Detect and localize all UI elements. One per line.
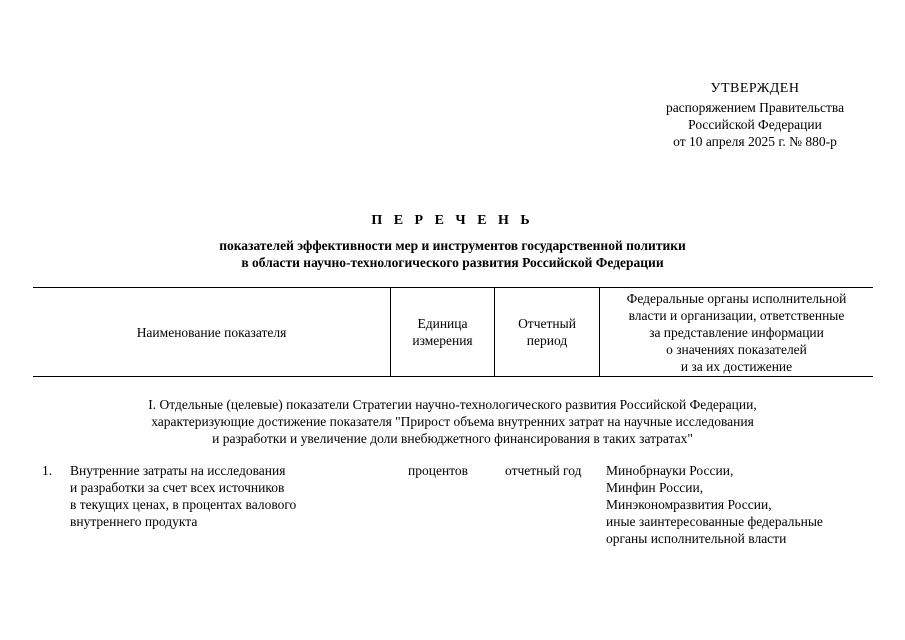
row-responsible-line: органы исполнительной власти: [606, 531, 787, 546]
header-responsible-line: и за их достижение: [680, 358, 793, 374]
header-unit: [390, 288, 494, 376]
row-responsible-line: иные заинтересованные федеральные: [606, 514, 823, 529]
document-subtitle: [0, 237, 905, 271]
approval-title: УТВЕРЖДЕН: [710, 81, 800, 96]
row-indicator-name: [70, 462, 380, 530]
row-responsible-line: Минфин России,: [606, 480, 704, 495]
header-unit-line: Единица: [417, 316, 468, 331]
row-responsible-line: Минэкономразвития России,: [606, 497, 772, 512]
approval-block: [600, 80, 905, 150]
subtitle-line: в области научно-технологического развития Российской Федерации: [241, 255, 664, 270]
header-period-line: Отчетный: [518, 316, 576, 331]
approval-line: распоряжением Правительства: [665, 100, 845, 115]
header-responsible-line: о значениях показателей: [666, 341, 807, 357]
approval-line: Российской Федерации: [688, 117, 822, 132]
row-name-line: и разработки за счет всех источников: [70, 480, 285, 495]
row-unit: процентов: [408, 463, 469, 478]
approval-line: от 10 апреля 2025 г. № 880-р: [673, 134, 837, 149]
section-heading-line: характеризующие достижение показателя "Прирост объема внутренних затрат на научные исследования: [151, 414, 754, 429]
header-period: [494, 288, 599, 376]
section-heading: [0, 396, 905, 447]
subtitle-line: показателей эффективности мер и инструментов государственной политики: [219, 238, 686, 253]
header-responsible-line: Федеральные органы исполнительной: [626, 290, 847, 306]
header-responsible-line: за представление информации: [649, 324, 824, 340]
row-responsible-line: Минобрнауки России,: [606, 463, 734, 478]
row-name-line: внутреннего продукта: [70, 514, 198, 529]
row-name-line: в текущих ценах, в процентах валового: [70, 497, 297, 512]
row-period: отчетный год: [505, 463, 582, 478]
section-heading-line: I. Отдельные (целевые) показатели Стратегии научно-технологического развития Российской Федерации,: [148, 397, 757, 412]
row-number: 1.: [42, 463, 53, 478]
header-period-line: период: [526, 333, 568, 348]
document-title: П Е Р Е Ч Е Н Ь: [371, 213, 534, 228]
header-name-text: Наименование показателя: [136, 324, 287, 340]
header-responsible: [599, 288, 873, 376]
header-unit-line: измерения: [412, 333, 473, 348]
header-responsible-line: власти и организации, ответственные: [628, 307, 845, 323]
row-responsible: [606, 462, 896, 547]
header-indicator-name: [33, 288, 390, 376]
row-name-line: Внутренние затраты на исследования: [70, 463, 286, 478]
table-header: [33, 287, 873, 377]
section-heading-line: и разработки и увеличение доли внебюджетного финансирования в таких затратах": [212, 431, 693, 446]
